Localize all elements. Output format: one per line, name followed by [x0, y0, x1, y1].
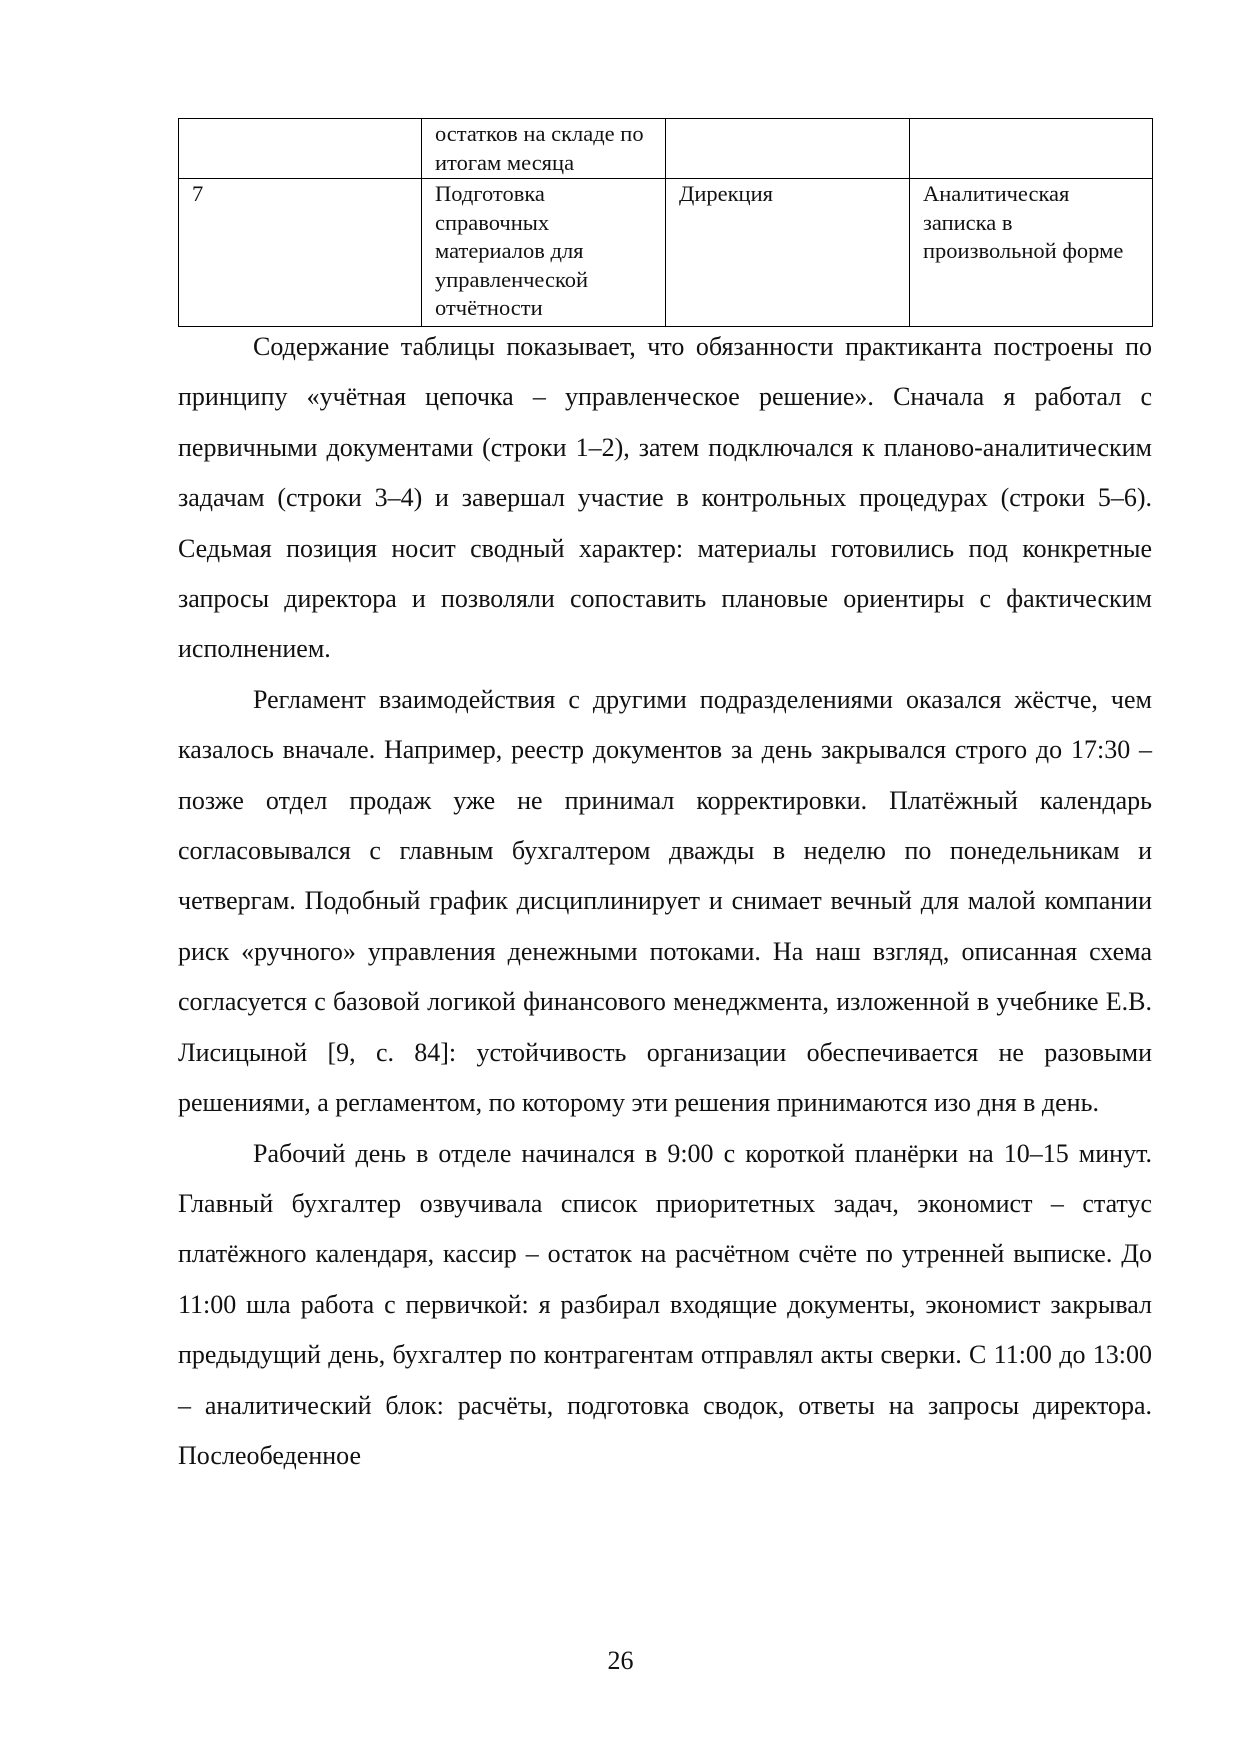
table-row: [179, 119, 1153, 179]
table-cell-result: Аналитическая записка в произвольной форме: [910, 179, 1153, 327]
duties-table: [178, 118, 1153, 327]
table-cell-department: [666, 119, 910, 179]
page-number: 26: [607, 1646, 634, 1675]
table-cell-result: [910, 119, 1153, 179]
table-cell-task: Подготовка справочных материалов для управленческой отчётности: [422, 179, 666, 327]
paragraph-table-summary: Содержание таблицы показывает, что обязанности практиканта построены по принципу «учётная цепочка – управленческое решение». Сначала я работал с первичными документами (строки 1–2), затем подключался к планово-аналитическим задачам (строки 3–4) и завершал участие в контрольных процедурах (строки 5–6). Седьмая позиция носит сводный характер: материалы готовились под конкретные запросы директора и позволяли сопоставить плановые ориентиры с фактическим исполнением.: [178, 332, 1152, 664]
body-text: [178, 322, 1152, 1481]
table-cell-number: [179, 119, 422, 179]
table-cell-task: остатков на складе по итогам месяца: [422, 119, 666, 179]
table-row: [179, 179, 1153, 327]
table-cell-number: 7: [179, 179, 422, 327]
paragraph-regulations: Регламент взаимодействия с другими подразделениями оказался жёстче, чем казалось вначале. Например, реестр документов за день закрывался строго до 17:30 – позже отдел продаж уже не принимал корректировки. Платёжный календарь согласовывался с главным бухгалтером дважды в неделю по понедельникам и четвергам. Подобный график дисциплинирует и снимает вечный для малой компании риск «ручного» управления денежными потоками. На наш взгляд, описанная схема согласуется с базовой логикой финансового менеджмента, изложенной в учебнике Е.В. Лисицыной [9, с. 84]: устойчивость организации обеспечивается не разовыми решениями, а регламентом, по которому эти решения принимаются изо дня в день.: [178, 684, 1152, 1118]
duties-table-continuation: [178, 118, 1152, 327]
paragraph-workday: Рабочий день в отделе начинался в 9:00 с короткой планёрки на 10–15 минут. Главный бухгалтер озвучивала список приоритетных задач, экономист – статус платёжного календаря, кассир – остаток на расчётном счёте по утренней выписке. До 11:00 шла работа с первичкой: я разбирал входящие документы, экономист закрывал предыдущий день, бухгалтер по контрагентам отправлял акты сверки. С 11:00 до 13:00 – аналитический блок: расчёты, подготовка сводок, ответы на запросы директора. Послеобеденное: [178, 1138, 1152, 1470]
table-cell-department: Дирекция: [666, 179, 910, 327]
